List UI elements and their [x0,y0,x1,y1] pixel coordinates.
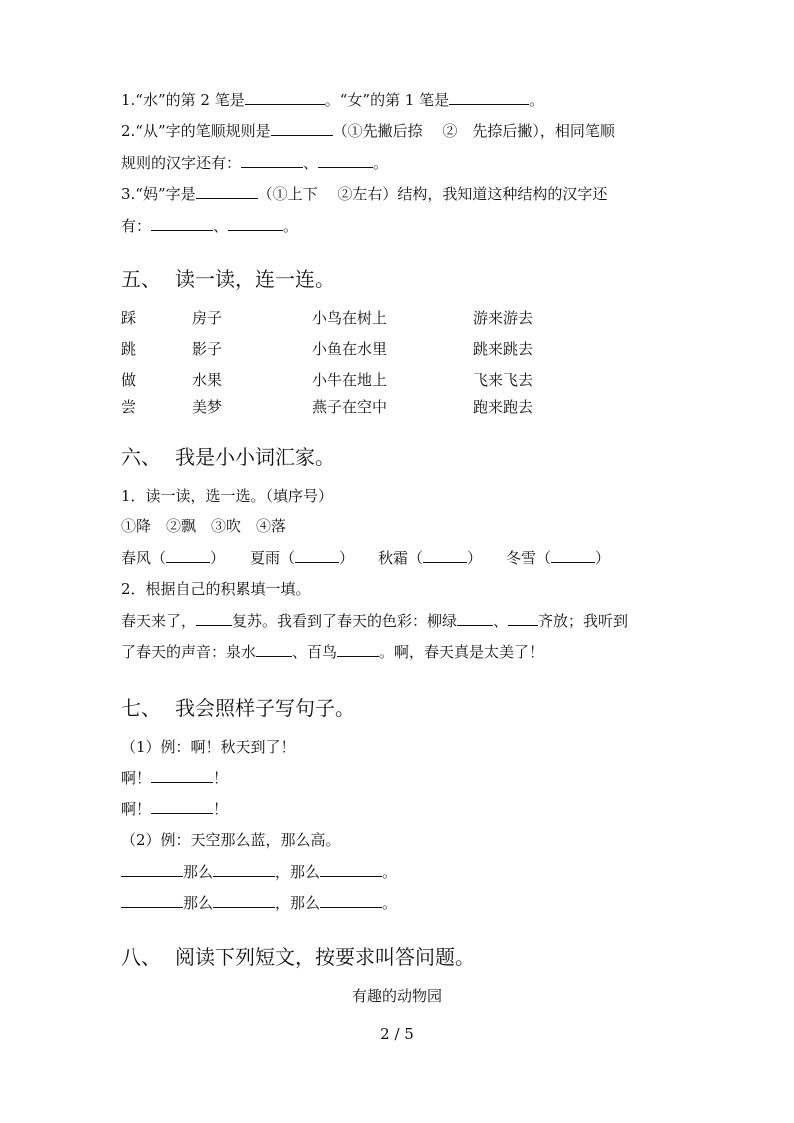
blank[interactable] [457,610,493,626]
match-item[interactable]: 小牛在地上 [312,371,388,389]
blank[interactable] [245,89,325,105]
section-heading: 六、 我是小小词汇家。 [121,445,335,469]
answer-line: 啊！ ！ [121,800,229,818]
match-item[interactable]: 游来游去 [473,309,534,327]
blank[interactable] [166,547,210,563]
blank[interactable] [256,641,292,657]
match-item[interactable]: 跳来跳去 [473,340,534,358]
q1-line: 1.“水”的第 2 笔是 。“女”的第 1 笔是 。 [121,91,545,109]
q2-line2: 规则的汉字还有： 、 。 [121,154,389,172]
blank[interactable] [295,547,339,563]
blank[interactable] [271,120,333,136]
match-item[interactable]: 跳 [121,340,137,358]
fill-line: 了春天的声音：泉水 、百鸟 。啊，春天真是太美了！ [121,643,545,661]
match-item[interactable]: 小鸟在树上 [312,309,388,327]
blank[interactable] [241,152,303,168]
choice-pair: 夏雨（ ） [250,549,355,567]
q3-line2: 有： 、 。 [121,217,299,235]
blank[interactable] [318,152,373,168]
example-line: （2）例：天空那么蓝，那么高。 [121,831,341,849]
page-number: 2 / 5 [380,1025,414,1043]
match-item[interactable]: 尝 [121,398,137,416]
blank[interactable] [320,861,382,877]
q2-line1: 2.“从”字的笔顺规则是 （①先撇后捺 ② 先捺后撇），相同笔顺 [121,122,615,140]
blank[interactable] [151,767,213,783]
blank[interactable] [320,892,382,908]
options-line: ①降 ②飘 ③吹 ④落 [121,517,287,535]
example-line: （1）例：啊！秋天到了！ [121,738,296,756]
sub-question-title: 2．根据自己的积累填一填。 [121,580,311,598]
choice-pair: 冬雪（ ） [506,549,611,567]
choice-pair: 春风（ ） [121,549,226,567]
blank[interactable] [449,89,529,105]
match-item[interactable]: 水果 [192,371,223,389]
section-heading: 七、 我会照样子写句子。 [121,696,355,720]
passage-title: 有趣的动物园 [351,987,442,1005]
match-item[interactable]: 影子 [192,340,223,358]
blank[interactable] [508,610,538,626]
q3-line1: 3.“妈”字是 （①上下 ②左右）结构，我知道这种结构的汉字还 [121,185,608,203]
blank[interactable] [423,547,467,563]
blank[interactable] [337,641,379,657]
match-item[interactable]: 房子 [192,309,223,327]
match-item[interactable]: 做 [121,371,137,389]
blank[interactable] [121,892,183,908]
match-item[interactable]: 燕子在空中 [312,398,388,416]
blank[interactable] [551,547,595,563]
match-item[interactable]: 小鱼在水里 [312,340,388,358]
section-heading: 八、 阅读下列短文，按要求叫答问题。 [121,945,475,969]
answer-line: 那么 ，那么 。 [121,861,397,882]
match-item[interactable]: 美梦 [192,398,223,416]
match-item[interactable]: 跑来跑去 [473,398,534,416]
blank[interactable] [228,215,283,231]
blank[interactable] [151,798,213,814]
blank[interactable] [196,183,258,199]
section-heading: 五、 读一读，连一连。 [121,267,335,291]
answer-line: 啊！ ！ [121,769,229,787]
fill-line: 春天来了， 复苏。我看到了春天的色彩：柳绿 、 齐放；我听到 [121,612,629,630]
blank[interactable] [196,610,232,626]
blank[interactable] [151,215,213,231]
choice-pair: 秋霜（ ） [378,549,483,567]
blank[interactable] [213,892,275,908]
blank[interactable] [121,861,183,877]
blank[interactable] [213,861,275,877]
answer-line: 那么 ，那么 。 [121,892,397,913]
match-item[interactable]: 踩 [121,309,137,327]
sub-question-title: 1．读一读，选一选。（填序号） [121,487,334,505]
match-item[interactable]: 飞来飞去 [473,371,534,389]
